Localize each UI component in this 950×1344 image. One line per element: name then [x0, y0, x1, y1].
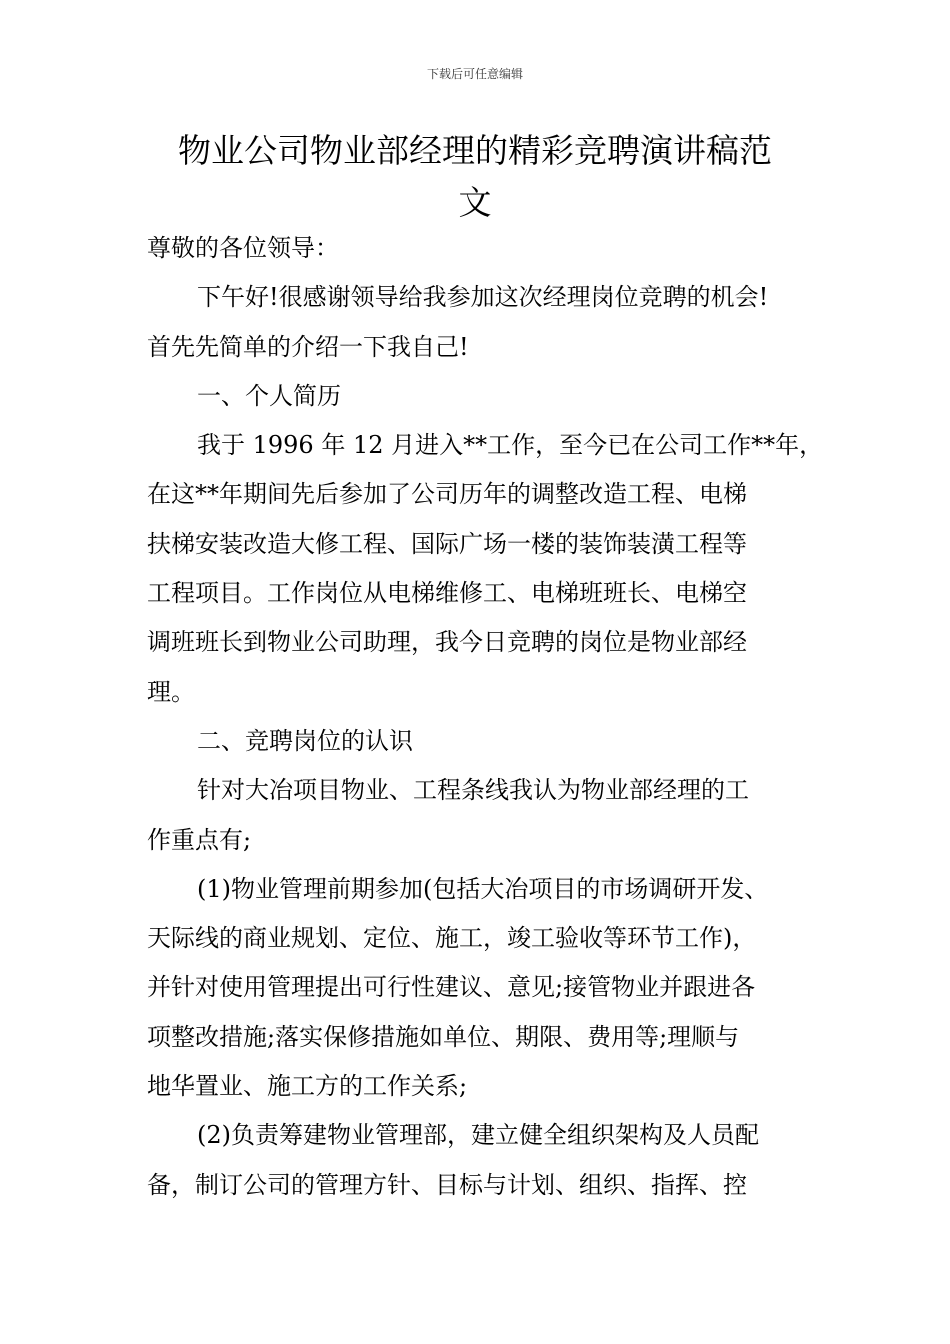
- paragraph-line: 备，制订公司的管理方针、目标与计划、组织、指挥、控: [147, 1170, 747, 1199]
- paragraph-line: 地华置业、施工方的工作关系;: [147, 1072, 468, 1101]
- paragraph-line: 首先先简单的介绍一下我自己!: [147, 332, 469, 361]
- paragraph-line: 在这**年期间先后参加了公司历年的调整改造工程、电梯: [147, 480, 747, 509]
- paragraph-line: 理。: [147, 677, 195, 706]
- paragraph-line: 作重点有;: [147, 825, 252, 854]
- paragraph-line: 扶梯安装改造大修工程、国际广场一楼的装饰装潢工程等: [147, 529, 747, 558]
- document-title-line-2: 文: [458, 183, 492, 222]
- paragraph-line: 项整改措施;落实保修措施如单位、期限、费用等;理顺与: [147, 1022, 740, 1051]
- paragraph-line: 天际线的商业规划、定位、施工，竣工验收等环节工作)，: [147, 924, 757, 953]
- document-body: [147, 224, 824, 1210]
- paragraph-line: 我于 1996 年 12 月进入**工作，至今已在公司工作**年，: [197, 431, 824, 460]
- paragraph-line: 调班班长到物业公司助理，我今日竞聘的岗位是物业部经: [147, 628, 747, 657]
- paragraph-line: (2)负责筹建物业管理部，建立健全组织架构及人员配: [197, 1121, 759, 1150]
- section-heading-1: 一、个人简历: [197, 381, 341, 410]
- document-title-line-1: 物业公司物业部经理的精彩竞聘演讲稿范: [178, 131, 772, 170]
- header-note: 下载后可任意编辑: [426, 67, 523, 81]
- salutation: 尊敬的各位领导：: [147, 234, 339, 262]
- paragraph-line: 并针对使用管理提出可行性建议、意见;接管物业并跟进各: [147, 973, 756, 1002]
- paragraph-line: 针对大冶项目物业、工程条线我认为物业部经理的工: [197, 776, 749, 805]
- paragraph-line: (1)物业管理前期参加(包括大冶项目的市场调研开发、: [197, 874, 769, 903]
- section-heading-2: 二、竞聘岗位的认识: [197, 726, 413, 755]
- paragraph-line: 工程项目。工作岗位从电梯维修工、电梯班班长、电梯空: [147, 579, 747, 608]
- paragraph-line: 下午好!很感谢领导给我参加这次经理岗位竞聘的机会!: [197, 283, 769, 312]
